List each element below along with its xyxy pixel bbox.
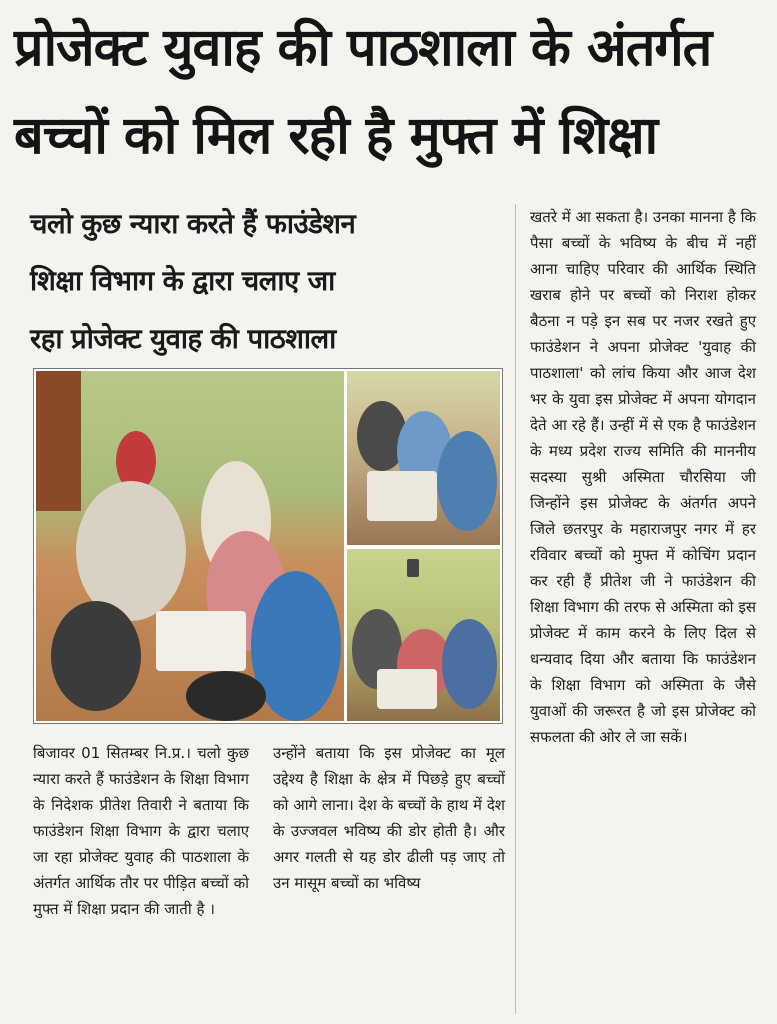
photo-children-studying-bottom-right [347,549,500,721]
article-column-1: बिजावर 01 सितम्बर नि.प्र.। चलो कुछ न्यारा करते हैं फाउंडेशन के शिक्षा विभाग के निदेशक प्रीतेश तिवारी ने बताया कि फाउंडेशन शिक्षा विभाग के द्वारा चलाए जा रहा प्रोजेक्ट युवाह की पाठशाला के अंतर्गत आर्थिक तौर पर पीड़ित बच्चों को मुफ्त में शिक्षा प्रदान की जाती है । [33,744,249,918]
photo-children-studying-main [36,371,344,721]
article-column-3: खतरे में आ सकता है। उनका मानना है कि पैसा बच्चों के भविष्य के बीच में नहीं आना चाहिए परिवार की आर्थिक स्थिति खराब होने पर बच्चों को निराश होकर बैठना न पड़े इन सब पर नजर रखते हुए फाउंडेशन ने अपना प्रोजेक्ट 'युवाह की पाठशाला' को लांच किया और आज देश भर के युवा इस प्रोजेक्ट में अपना योगदान देते आ रहे हैं। उन्हीं में से एक है फाउंडेशन के मध्य प्रदेश राज्य समिति की माननीय सदस्या सुश्री अस्मिता चौरसिया जी जिन्होंने इस प्रोजेक्ट के अंतर्गत अपने जिले छतरपुर के महाराजपुर नगर में हर रविवार बच्चों को मुफ्त में कोचिंग प्रदान कर रही हैं प्रीतेश जी ने फाउंडेशन की शिक्षा विभाग की तरफ से अस्मिता को इस प्रोजेक्ट में काम करने के लिए दिल से धन्यवाद दिया और बताया कि फाउंडेशन के शिक्षा विभाग को अस्मिता के जैसे युवाओं की जरूरत है जो इस प्रोजेक्ट को सफलता की ओर ले जा सकें। [530,208,756,746]
column-divider [515,204,516,1014]
headline-line-2: बच्चों को मिल रही है मुफ्त में शिक्षा [14,106,658,166]
article-column-2: उन्होंने बताया कि इस प्रोजेक्ट का मूल उद्देश्य है शिक्षा के क्षेत्र में पिछड़े हुए बच्चों को आगे लाना। देश के बच्चों के हाथ में देश के उज्जवल भविष्य की डोर होती है। और अगर गलती से यह डोर ढीली पड़ जाए तो उन मासूम बच्चों का भविष्य [273,744,505,892]
headline-line-1: प्रोजेक्ट युवाह की पाठशाला के अंतर्गत [14,18,712,78]
subheadline-line-3: रहा प्रोजेक्ट युवाह की पाठशाला [30,323,336,355]
subheadline-line-1: चलो कुछ न्यारा करते हैं फाउंडेशन [30,208,356,240]
photo-children-studying-top-right [347,371,500,545]
subheadline-line-2: शिक्षा विभाग के द्वारा चलाए जा [30,265,335,297]
photo-collage [33,368,503,724]
